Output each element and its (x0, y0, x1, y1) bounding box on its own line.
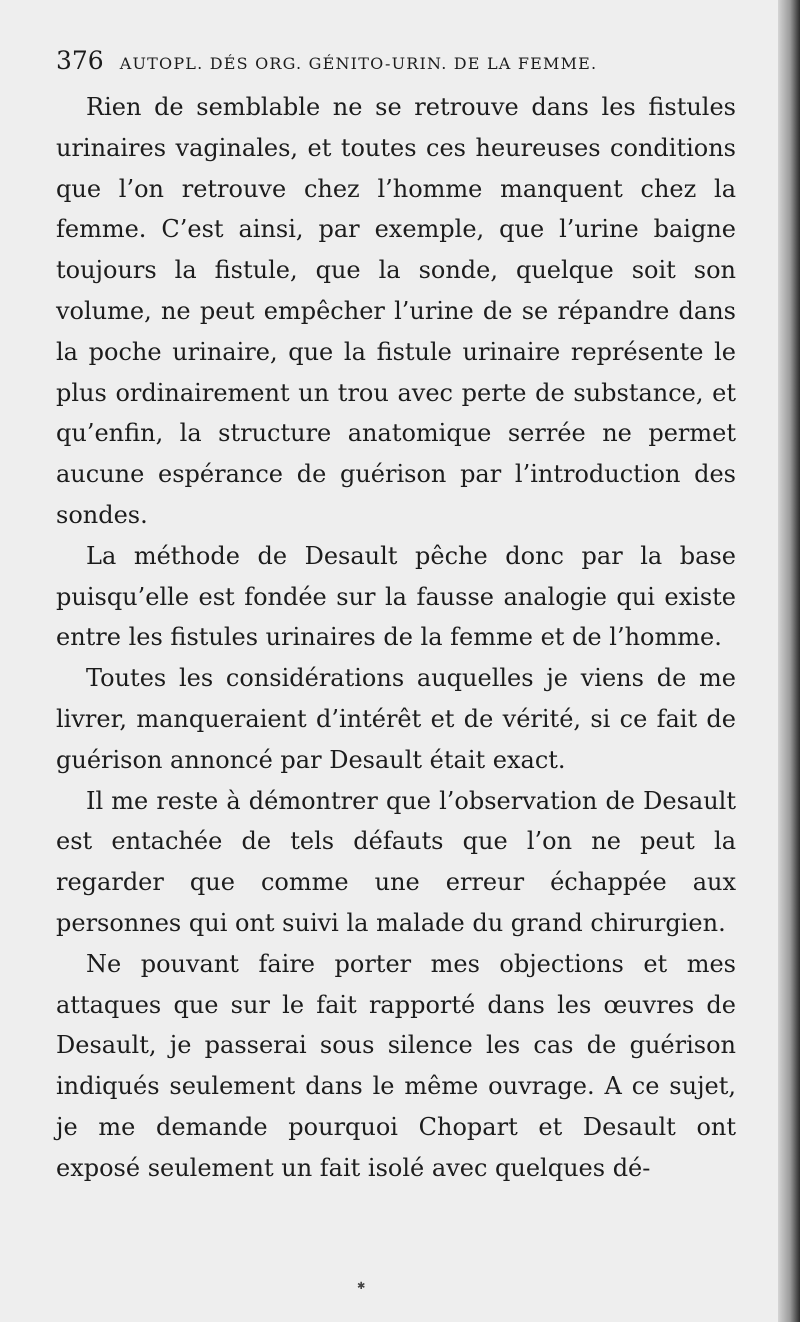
paragraph-2: La méthode de Desault pêche donc par la base puisqu’elle est fondée sur la fausse analogie qui existe entre les fistules urinaires de la femme et de l’homme. (56, 541, 736, 652)
paragraph-5: Ne pouvant faire porter mes objections et mes attaques que sur le fait rapporté dans les œuvres de Desault, je passerai sous silence les cas de guérison indiqués seulement dans le même ouvrage. A ce sujet, je me demande pourquoi Chopart et Desault ont exposé seulement un fait isolé avec quelques dé- (56, 949, 736, 1182)
page-header (56, 46, 736, 75)
book-gutter-shadow (778, 0, 800, 1322)
paragraph-1: Rien de semblable ne se retrouve dans les fistules urinaires vaginales, et toutes ces heureuses conditions que l’on retrouve chez l’homme manquent chez la femme. C’est ainsi, par exemple, que l’urine baigne toujours la fistule, que la sonde, quelque soit son volume, ne peut empêcher l’urine de se répandre dans la poche urinaire, que la fistule urinaire représente le plus ordinairement un trou avec perte de substance, et qu’enfin, la structure anatomique serrée ne permet aucune espérance de guérison par l’introduction des sondes. (56, 93, 736, 529)
paragraph-3: Toutes les considérations auquelles je viens de me livrer, manqueraient d’intérêt et de vérité, si ce fait de guérison annoncé par Desault était exact. (56, 664, 736, 774)
page-number: 376 (56, 46, 104, 75)
running-head: AUTOPL. DÉS ORG. GÉNITO-URIN. DE LA FEMME. (119, 54, 598, 73)
page-ornament-icon: ✱ (357, 1281, 366, 1292)
paragraph-4: Il me reste à démontrer que l’observation de Desault est entachée de tels défauts que l’on ne peut la regarder que comme une erreur échappée aux personnes qui ont suivi la malade du grand chirurgien. (56, 786, 736, 937)
page-text (56, 40, 736, 1189)
